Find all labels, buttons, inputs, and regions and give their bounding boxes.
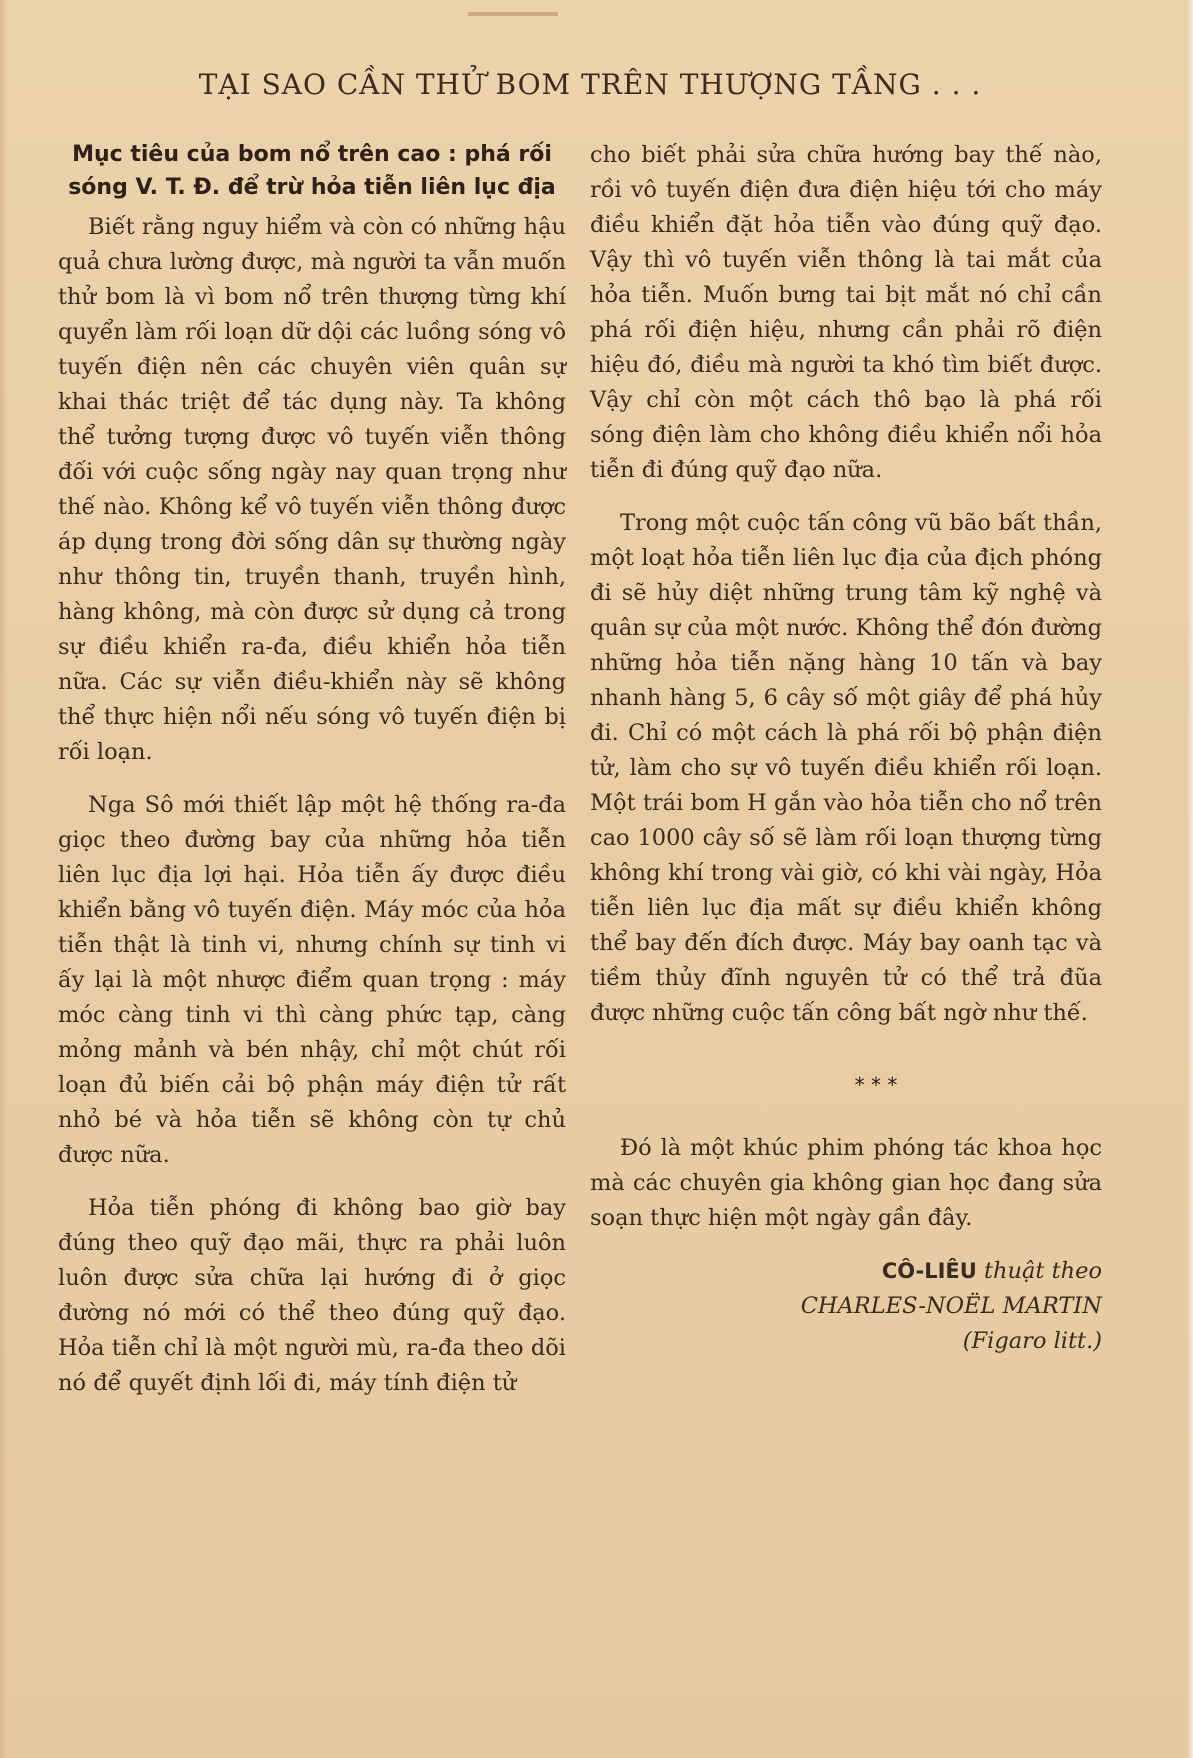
author-name: CÔ-LIÊU xyxy=(881,1259,977,1283)
paragraph-continued: cho biết phải sửa chữa hướng bay thế nào, rồi vô tuyến điện đưa điện hiệu tới cho máy điều khiển đặt hỏa tiễn vào đúng quỹ đạo. Vậy thì vô tuyến viễn thông là tai mắt của hỏa tiễn. Muốn bưng tai bịt mắt nó chỉ cần phá rối điện hiệu, nhưng cần phải rõ điện hiệu đó, điều mà người ta khó tìm biết được. Vậy chỉ còn một cách thô bạo là phá rối sóng điện làm cho không điều khiển nổi hỏa tiễn đi đúng quỹ đạo nữa. xyxy=(590,142,1102,483)
signature-line-1 xyxy=(590,1254,1102,1289)
paper-mark xyxy=(468,12,558,16)
paragraph: Nga Sô mới thiết lập một hệ thống ra-đa giọc theo đường bay của những hỏa tiễn liên lục địa lợi hại. Hỏa tiễn ấy được điều khiển bằng vô tuyến điện. Máy móc của hỏa tiễn thật là tinh vi, nhưng chính sự tinh vi ấy lại là một nhược điểm quan trọng : máy móc càng tinh vi thì càng phức tạp, càng mỏng mảnh và bén nhậy, chỉ một chút rối loạn đủ biến cải bộ phận máy điện tử rất nhỏ bé và hỏa tiễn sẽ không còn tự chủ được nữa. xyxy=(58,792,566,1168)
translated-note: thuật theo xyxy=(983,1258,1102,1284)
closing-paragraph: Đó là một khúc phim phóng tác khoa học mà các chuyên gia không gian học đang sửa soạn thực hiện một ngày gần đây. xyxy=(590,1135,1102,1231)
paragraph: Hỏa tiễn phóng đi không bao giờ bay đúng theo quỹ đạo mãi, thực ra phải luôn luôn được sửa chữa lại hướng đi ở giọc đường nó mới có thể theo đúng quỹ đạo. Hỏa tiễn chỉ là một người mù, ra-đa theo dõi nó để quyết định lối đi, máy tính điện tử xyxy=(58,1195,566,1396)
publication-source: (Figaro litt.) xyxy=(962,1328,1102,1354)
paragraph: Trong một cuộc tấn công vũ bão bất thần, một loạt hỏa tiễn liên lục địa của địch phóng đi sẽ hủy diệt những trung tâm kỹ nghệ và quân sự của một nước. Không thể đón đường những hỏa tiễn nặng hàng 10 tấn và bay nhanh hàng 5, 6 cây số một giây để phá hủy đi. Chỉ có một cách là phá rối bộ phận điện tử, làm cho sự vô tuyến điều khiển rối loạn. Một trái bom H gắn vào hỏa tiễn cho nổ trên cao 1000 cây số sẽ làm rối loạn thượng từng không khí trong vài giờ, có khi vài ngày, Hỏa tiễn liên lục địa mất sự điều khiển không thể bay đến đích được. Máy bay oanh tạc và tiềm thủy đĩnh nguyên tử có thể trả đũa được những cuộc tấn công bất ngờ như thế. xyxy=(590,510,1102,1026)
page-title: TẠI SAO CẦN THỬ BOM TRÊN THƯỢNG TẦNG . . . xyxy=(198,68,982,101)
right-column xyxy=(590,138,1102,1359)
source-author: CHARLES-NOËL MARTIN xyxy=(800,1293,1102,1319)
page-edge-left xyxy=(0,0,8,1758)
signature-block xyxy=(590,1254,1102,1359)
section-subheading: Mục tiêu của bom nổ trên cao : phá rối sóng V. T. Đ. để trừ hỏa tiễn liên lục địa xyxy=(68,142,556,200)
section-separator: * * * xyxy=(854,1073,898,1097)
page-edge-right xyxy=(1187,0,1193,1758)
paragraph: Biết rằng nguy hiểm và còn có những hậu quả chưa lường được, mà người ta vẫn muốn thử bom là vì bom nổ trên thượng từng khí quyển làm rối loạn dữ dội các luồng sóng vô tuyến điện nên các chuyên viên quân sự khai thác triệt để tác dụng này. Ta không thể tưởng tượng được vô tuyến viễn thông đối với cuộc sống ngày nay quan trọng như thế nào. Không kể vô tuyến viễn thông được áp dụng trong đời sống dân sự thường ngày như thông tin, truyền thanh, truyền hình, hàng không, mà còn được sử dụng cả trong sự điều khiển ra-đa, điều khiển hỏa tiễn nữa. Các sự viễn điều-khiển này sẽ không thể thực hiện nổi nếu sóng vô tuyến điện bị rối loạn. xyxy=(58,214,566,765)
left-column xyxy=(58,138,566,1419)
